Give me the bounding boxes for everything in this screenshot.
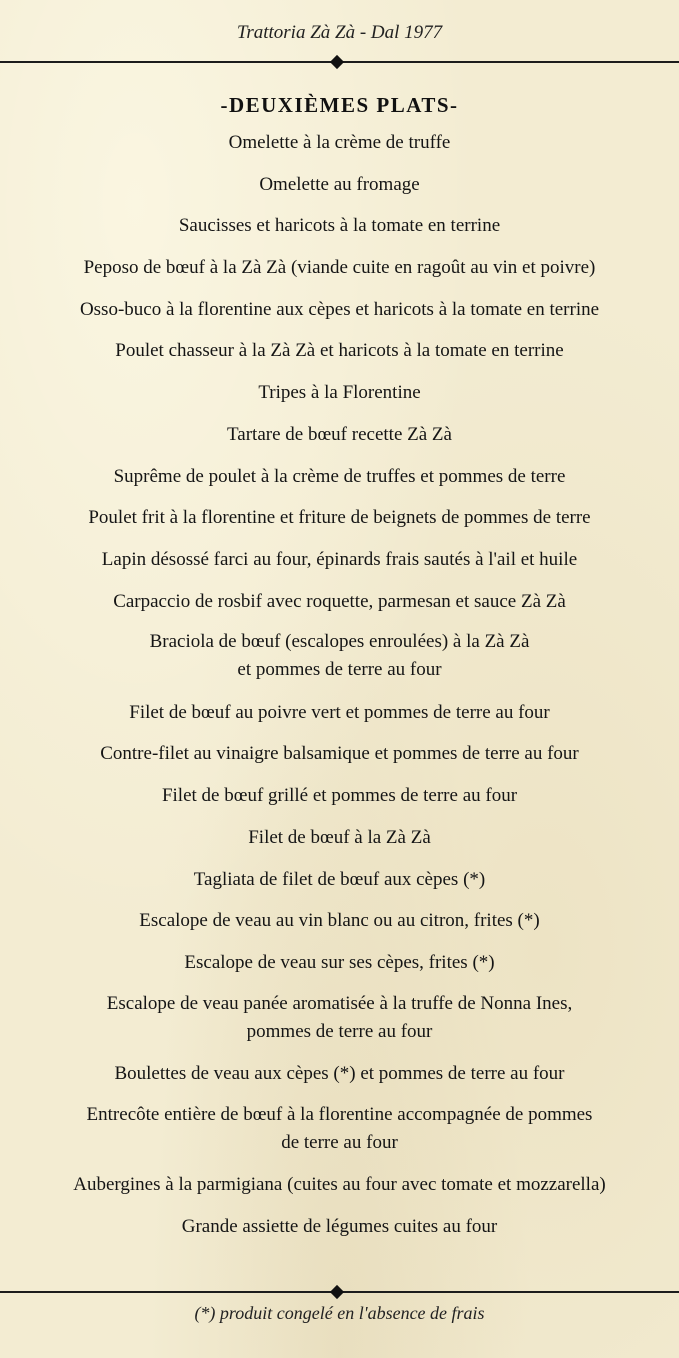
menu-item bbox=[0, 497, 679, 539]
menu-item bbox=[0, 247, 679, 289]
menu-item bbox=[0, 692, 679, 734]
menu-item bbox=[0, 1164, 679, 1206]
menu-item-line: Tripes à la Florentine bbox=[258, 382, 421, 404]
menu-item-line: Escalope de veau au vin blanc ou au citron, frites (*) bbox=[139, 910, 540, 932]
menu-item bbox=[0, 414, 679, 456]
menu-item-line: Contre-filet au vinaigre balsamique et pommes de terre au four bbox=[100, 743, 579, 765]
menu-item-line: Grande assiette de légumes cuites au four bbox=[181, 1215, 498, 1237]
menu-item-line: Tartare de bœuf recette Zà Zà bbox=[227, 423, 452, 445]
menu-section bbox=[0, 88, 679, 1248]
menu-item-line: pommes de terre au four bbox=[246, 1020, 433, 1042]
menu-item-list bbox=[0, 122, 679, 1248]
menu-item bbox=[0, 942, 679, 984]
section-title: -DEUXIÈMES PLATS- bbox=[220, 93, 459, 117]
bottom-diamond-ornament bbox=[330, 1285, 344, 1299]
menu-item bbox=[0, 1095, 679, 1165]
menu-item bbox=[0, 859, 679, 901]
menu-item-line: et pommes de terre au four bbox=[237, 659, 442, 681]
menu-item-line: Filet de bœuf grillé et pommes de terre au four bbox=[161, 785, 518, 807]
menu-item-line: Boulettes de veau aux cèpes (*) et pommes de terre au four bbox=[114, 1063, 565, 1085]
menu-item bbox=[0, 289, 679, 331]
menu-item bbox=[0, 330, 679, 372]
menu-item-line: Lapin désossé farci au four, épinards frais sautés à l'ail et huile bbox=[101, 548, 578, 570]
header bbox=[0, 0, 679, 62]
menu-item bbox=[0, 205, 679, 247]
menu-item bbox=[0, 984, 679, 1054]
menu-item-line: Omelette à la crème de truffe bbox=[228, 132, 451, 153]
menu-item bbox=[0, 1053, 679, 1095]
menu-item-line: Suprême de poulet à la crème de truffes et pommes de terre bbox=[113, 465, 566, 487]
menu-item-line: Braciola de bœuf (escalopes enroulées) à la Zà Zà bbox=[149, 631, 530, 653]
menu-item-line: Escalope de veau panée aromatisée à la truffe de Nonna Ines, bbox=[106, 992, 573, 1014]
menu-item bbox=[0, 1206, 679, 1248]
menu-item bbox=[0, 456, 679, 498]
menu-item bbox=[0, 900, 679, 942]
restaurant-name: Trattoria Zà Zà - Dal 1977 bbox=[236, 22, 443, 43]
menu-item-line: de terre au four bbox=[281, 1131, 398, 1153]
menu-item-line: Peposo de bœuf à la Zà Zà (viande cuite en ragoût au vin et poivre) bbox=[83, 257, 596, 279]
menu-item bbox=[0, 733, 679, 775]
footnote: (*) produit congelé en l'absence de frais bbox=[194, 1303, 485, 1323]
menu-item-line: Saucisses et haricots à la tomate en terrine bbox=[178, 215, 501, 237]
menu-item bbox=[0, 164, 679, 206]
menu-item-line: Poulet chasseur à la Zà Zà et haricots à la tomate en terrine bbox=[115, 340, 564, 362]
menu-item bbox=[0, 775, 679, 817]
menu-item bbox=[0, 581, 679, 623]
menu-item-line: Tagliata de filet de bœuf aux cèpes (*) bbox=[193, 868, 486, 890]
menu-item bbox=[0, 122, 679, 164]
menu-item bbox=[0, 372, 679, 414]
menu-item bbox=[0, 622, 679, 692]
menu-item-line: Filet de bœuf à la Zà Zà bbox=[248, 826, 431, 848]
menu-item-line: Carpaccio de rosbif avec roquette, parmesan et sauce Zà Zà bbox=[113, 590, 566, 612]
menu-item-line: Aubergines à la parmigiana (cuites au four avec tomate et mozzarella) bbox=[73, 1174, 606, 1196]
menu-item-line: Filet de bœuf au poivre vert et pommes de terre au four bbox=[129, 701, 550, 723]
menu-item-line: Entrecôte entière de bœuf à la florentine accompagnée de pommes bbox=[86, 1103, 593, 1125]
menu-item-line: Poulet frit à la florentine et friture de beignets de pommes de terre bbox=[88, 507, 591, 529]
menu-item-line: Osso-buco à la florentine aux cèpes et haricots à la tomate en terrine bbox=[79, 298, 600, 320]
menu-item-line: Omelette au fromage bbox=[259, 173, 420, 195]
menu-item bbox=[0, 817, 679, 859]
menu-item bbox=[0, 539, 679, 581]
menu-item-line: Escalope de veau sur ses cèpes, frites (*) bbox=[184, 951, 495, 973]
